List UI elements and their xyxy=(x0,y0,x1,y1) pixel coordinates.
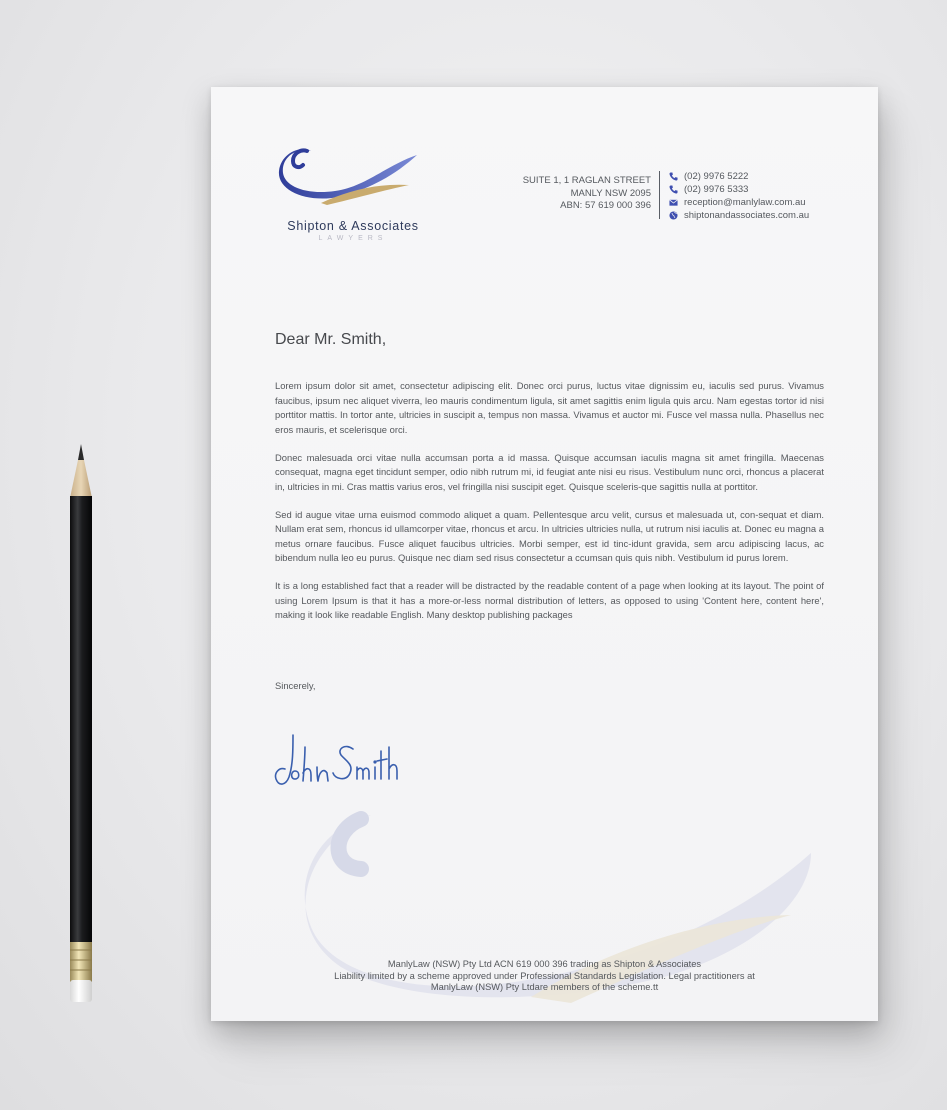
address-line-2: MANLY NSW 2095 xyxy=(570,187,651,199)
header-divider xyxy=(659,171,660,219)
footer-line-2: Liability limited by a scheme approved under Professional Standards Legislation. Legal practitioners at xyxy=(334,970,755,981)
letter-footer xyxy=(291,959,798,994)
globe-icon xyxy=(669,211,678,220)
letter-closing: Sincerely, xyxy=(275,680,316,691)
footer-line-1: ManlyLaw (NSW) Pty Ltd ACN 619 000 396 trading as Shipton & Associates xyxy=(387,959,702,969)
letter-salutation: Dear Mr. Smith, xyxy=(275,331,387,348)
footer-line-3: ManlyLaw (NSW) Pty Ltdare members of the scheme.tt xyxy=(430,982,659,992)
letterhead-page xyxy=(211,87,878,1021)
address-line-1: SUITE 1, 1 RAGLAN STREET xyxy=(522,175,651,186)
phone-icon xyxy=(669,185,678,194)
letter-paragraph: Lorem ipsum dolor sit amet, consectetur adipiscing elit. Donec orci purus, luctus vitae dignissim eu, iaculis sed purus. Vivamus faucibus, ipsum nec aliquet viverra, leo mauris condimentum ligula, sit amet sagittis enim ligula quis arcu. Nam egestas tortor id nisi porttitor mattis. In tortor ante, ultricies in suscipit a, tempus non massa. Vivamus et auctor mi. Fusce vel massa nulla. Phasellus nec eros mauris, et scelerisque orci. xyxy=(275,380,824,435)
address-abn: ABN: 57 619 000 396 xyxy=(560,200,651,211)
website-text[interactable]: shiptonandassociates.com.au xyxy=(684,210,810,221)
company-tagline: LAWYERS xyxy=(318,235,388,242)
letter-paragraph: Donec malesuada orci vitae nulla accumsan porta a id massa. Quisque accumsan iaculis magna sit amet fringilla. Maecenas consequat, magna eget tincidunt semper, odio nibh rutrum mi, id feugiat ante nisi eu risus. Vestibulum nunc orci, rhoncus a placerat in, ultricies in mi. Cras mattis varius eros, vel fringilla nisi suscipit eget. Quisque sceleris-que sagittis nulla at porttitor. xyxy=(275,451,824,492)
company-name: Shipton & Associates xyxy=(287,219,419,233)
letter-body xyxy=(275,379,824,636)
phone-2-text: (02) 9976 5333 xyxy=(684,184,749,195)
pencil-image xyxy=(63,440,99,1010)
contact-list xyxy=(669,170,809,222)
letter-paragraph: It is a long established fact that a reader will be distracted by the readable content of a page when looking at its layout. The point of using Lorem Ipsum is that it has a more-or-less normal distribution of letters, as opposed to using 'Content here, content here', making it look like readable English. Many desktop publishing packages xyxy=(275,580,824,620)
letter-paragraph: Sed id augue vitae urna euismod commodo aliquet a quam. Pellentesque arcu velit, cursus et malesuada ut, con-sequat et diam. Nullam erat sem, rhoncus id ullamcorper vitae, rhoncus et arcu. In ultricies ultricies nulla, ut rutrum nisi iaculis at. Donec eu magna a metus ornare faucibus. Fusce aliquet faucibus ultricies. Morbi semper, est id tinc-idunt gravida, sem arcu adipiscing lacus, ac bibendum nulla leo eu purus. Quisque nec diam sed risus consectetur a ccumsan quis quis nibh. Vestibulum id purus lorem. xyxy=(275,508,824,563)
phone-1-text: (02) 9976 5222 xyxy=(684,171,749,182)
signature-image xyxy=(271,727,401,792)
company-address xyxy=(491,175,651,213)
email-text[interactable]: reception@manlylaw.com.au xyxy=(684,197,806,208)
phone-icon xyxy=(669,172,678,181)
contact-phone-1 xyxy=(669,170,809,183)
email-icon xyxy=(669,198,678,207)
contact-website[interactable] xyxy=(669,209,809,222)
company-logo-icon xyxy=(277,145,427,205)
contact-email[interactable] xyxy=(669,196,809,209)
contact-phone-2 xyxy=(669,183,809,196)
